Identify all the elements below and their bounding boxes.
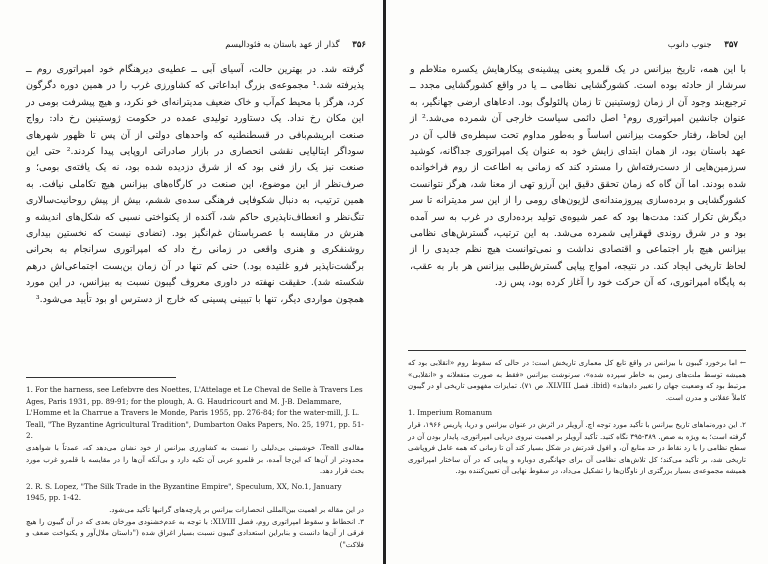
footnote-1: 1. For the harness, see Lefebvre des Noettes, L'Attelage et Le Cheval de Selle à Travers Les Ages, Paris 1931, pp. 89-91; for the plough, A. G. Haudricourt and M. J-B. Delammare, L'Homme et la Charrue a Travers le Monde, Paris 1955, pp. 276-84; for the water-mill, J. L. Teall, "The Byzantine Agricultural Tradition", Dumbarton Oaks Papers, No. 25, 1971, pp. 51-2. — [26, 385, 364, 441]
footnote-rule — [408, 350, 746, 351]
body-text: گرفته شد. در بهترین حالت، آسیای آبی ــ عطیه‌ی دیرهنگام خود امپراتوری روم ــ پذیرفته شد.¹ مجموعه‌ی بزرگ ابداعاتی که کشاورزی غرب را در همین دوره دگرگون کرد، هرگز با محیط کم‌آب و خاک ضعیف مدیترانه‌ای خو نکرد، و هیچ پیشرفت بومی در این مکان رخ نداد. یک دستاورد تولیدی عمده در حکومت ژوستینین رخ داد: رواج صنعت ابریشم‌بافی در قسطنطنیه که واحدهای دولتی از آن پس تا ظهور شهرهای سوداگر ایتالیایی نقشی انحصاری در بازار صادراتی اروپایی پیدا کردند.² حتی این صنعت نیز یک راز فنی بود که از شرق دزدیده شده بود، نه یک یافته‌ی بومی؛ و صرف‌نظر از این موضوع، این صنعت در کارگاه‌های بیزانس هیچ تکاملی نیافت. به همین ترتیب، به دنبال شکوفایی فرهنگی سده‌ی ششم، بیش از پیش روحانیت‌سالاری تنگ‌نظر و انعطاف‌ناپذیری حاکم شد، آکنده از یکنواختی نسبی که شکل‌های اندیشه و هنرش در مقایسه با عصرباستان غم‌انگیز بود. (تضادی نیست که نخستین بیداری روشنفکری و هنری واقعی در زمانی رخ داد که امپراتوری سرانجام به بحرانی برگشت‌ناپذیر فرو غلتیده بود.) حتی کم تنها در آن زمان بن‌بست اجتماعی‌اش درهم شکسته شد). حقیقت نهفته در داوری معروف گیبون نسبت به بیزانس، در این مورد همچون مواردی دیگر، تنها با تبیینی پسینی که خارج از دسترس او بود تأیید می‌شود.³ — [26, 64, 364, 305]
footnote-1: 1. Imperium Romanum — [408, 408, 493, 418]
running-title: گذار از عهد باستان به فئودالیسم — [225, 40, 340, 50]
footnote-2: ۲. این دوره‌نماهای تاریخ بیزانس با تأکید مورد توجه اچ. آرویلر در اثرش در عنوان بیزانس و دریا، پاریس ۱۹۶۶، قرار گرفته است؛ به ویژه به صص. ۳۸۹-۳۹۵ نگاه کنید. تأکید آرویلر بر اهمیت نیروی دریایی امپراتوری، پایدار بودن آن در سطح نظامی را با رد نقاط در حد منابع آن، و افول قدرتش در شکل بسیار کند آن تا زمانی که همه عامل فروپاشی تاریخی شد، بر تأکید می‌کند؛ کل تلاش‌های نظامی آن برای جهانگیری دوباره و پیاپی که در آن ساختار امپراتوری همیشه مجموعه‌ی بسیار بزرگتری از ناوگان‌ها را تشکیل می‌داد، در سقوط نهایی آن تعیین‌کننده بود. — [408, 419, 746, 476]
footnote-2-translator-note: در این مقاله بر اهمیت بین‌المللی انحصارات بیزانس بر پارچه‌های گرانبها تأکید می‌شود. — [109, 504, 364, 514]
right-page — [384, 0, 768, 564]
footnote-continued: ← اما برخورد گیبون با بیزانس در واقع تابع کل معماری تاریخش است: در حالی که سقوط روم «انقلابی بود که همیشه توسط ملت‌های زمین به خاطر سپرده شده»، سرنوشت بیزانس «فقط به صورت منفعلانه و «انقلابی» مرتبط بود که وضعیت جهان را تغییر دادهاند» (ibid. فصل XLVIII، ص ۷۱). تمایزات مفهومی تاریخی او در گیبون کاملاً عقلانی و مدرن است. — [408, 358, 746, 402]
footnote-1-translator-note: مقاله‌ی Teall، خوشبینی بی‌دلیلی را نسبت به کشاورزی بیزانس از خود نشان می‌دهد که، عمدتاً با شواهدی محدودتر از آن‌ها که این‌جا آمده، بر قلمرو عربی آن تکیه دارد و بی‌آنکه آن‌ها را در مقایسه با قلمرو غرب مورد بحث قرار دهد. — [26, 442, 364, 476]
running-head — [668, 40, 738, 50]
running-head — [225, 40, 366, 50]
footnote-3: ۳. انحطاط و سقوط امپراتوری روم، فصل XLVIII: با توجه به عدم‌خشنودی مورخان بعدی که در آن گیبون را هیچ فرقی از آن‌ها دانست و بنابراین استعدادی گیبون نسبت بسیار اغراق شده ("داستان ملال‌آور و یکنواخت ضعف و فلاکت") — [26, 516, 365, 549]
footnote-rule — [26, 377, 176, 378]
footnote-2: 2. R. S. Lopez, "The Silk Trade in the Byzantine Empire", Speculum, XX, No.1, January 1945, pp. 1-42. — [26, 481, 342, 503]
page-number: ۳۵۷ — [724, 40, 738, 50]
footnotes — [408, 350, 746, 477]
running-title: جنوب دانوب — [667, 40, 712, 50]
body-text: با این همه، تاریخ بیزانس در یک قلمرو یعنی پیشینه‌ی پیکارهایش یکسره متلاطم و سرشار از حادثه بوده است. کشورگشایی نظامی ــ یا در واقع کشورگشایی مجدد ــ ترجیع‌بند وجود آن از زمان ژوستینین تا زمان پالئولوگ بود. ادعاهای ارضی جهانگیر، به عنوان جانشین امپراتوری روم¹ اصل دائمی سیاست خارجی آن شمرده می‌شد.² از این لحاظ، رفتار حکومت بیزانس اساساً و به‌طور مداوم تحت سیطره‌ی قالب آن در عهد باستان بود، از همان ابتدای زایش خود به عنوان یک امپراتوری جداگانه، کوشید سرزمین‌هایی از دست‌رفته‌اش را مسترد کند که زمانی به اطاعت از روم فراخوانده شده بودند. اما آن گاه که زمان تحقق دقیق این آرزو تهی از معنا شد، هرگز نتوانست کشورگشایی و برده‌سازی پیروزمندانه‌ی لژیون‌های رومی را از این سر مدیترانه تا سر دیگرش تکرار کند: مدت‌ها بود که عمر شیوه‌ی تولید برده‌داری در غرب به سر آمده بود و در شرق روندی قهقرایی شمرده می‌شد. به این ترتیب، گسترش‌های نظامی بیزانس هیچ بار اجتماعی و اقتصادی نداشت و نمی‌توانست هیچ نظم جدیدی را از لحاظ تاریخی ایجاد کند. در نتیجه، امواج پیاپی گسترش‌طلبی بیزانس هر بار به عقب، به پایگاه امپراتوری، که آن حرکت خود را آغاز کرده بود، پس زد. — [410, 64, 747, 289]
footnotes — [26, 377, 364, 550]
page-number: ۳۵۶ — [352, 40, 366, 50]
